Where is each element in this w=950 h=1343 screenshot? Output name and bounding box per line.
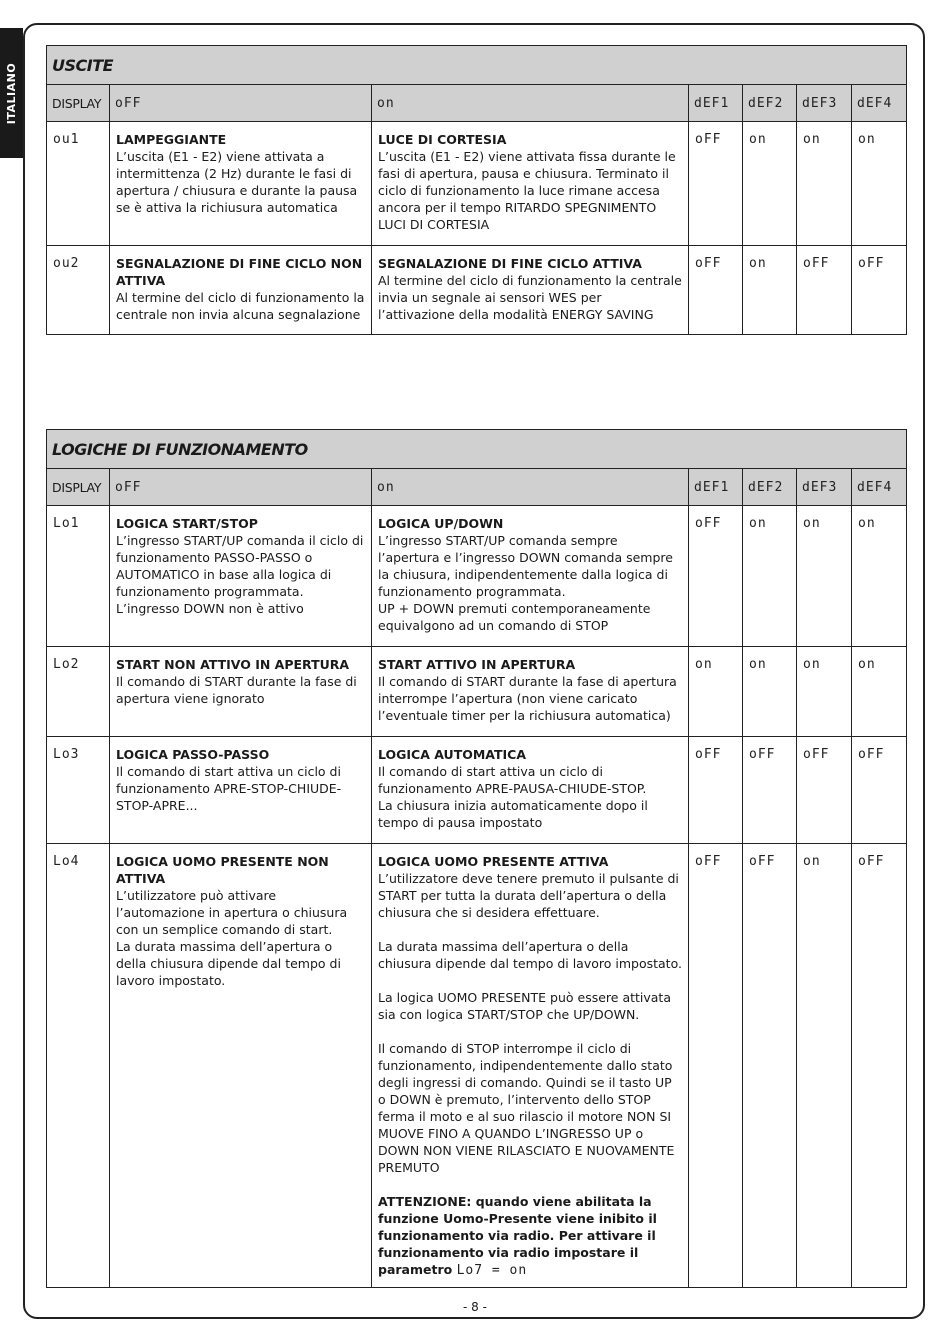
warning-note <box>378 1193 682 1279</box>
header-display: DISPLAY <box>47 85 110 122</box>
on-text-2: La durata massima dell’apertura o della chiusura dipende dal tempo di lavoro impostato. <box>378 939 682 971</box>
off-cell <box>110 246 372 335</box>
off-text: L’ingresso START/UP comanda il ciclo di funzionamento PASSO-PASSO o AUTOMATICO in base alla logica di funzionamento programmata. <box>116 533 364 599</box>
on-cell <box>372 246 689 335</box>
header-def4: dEF4 <box>852 85 907 122</box>
on-title: LOGICA AUTOMATICA <box>378 747 527 762</box>
on-cell <box>372 122 689 246</box>
logiche-table <box>46 429 907 1288</box>
header-on: on <box>372 469 689 506</box>
def2-value: on <box>743 506 797 647</box>
table-row <box>47 122 907 246</box>
off-cell <box>110 844 372 1288</box>
off-text: Il comando di START durante la fase di apertura viene ignorato <box>116 674 357 706</box>
def4-value: oFF <box>852 246 907 335</box>
def1-value: oFF <box>689 844 743 1288</box>
on-text: L’uscita (E1 - E2) viene attivata fissa durante le fasi di apertura, pausa e chiusura. Terminato il ciclo di funzionamento la luce rimane accesa ancora per il tempo RITARDO SPEGNIMENTO LUCI DI CORTESIA <box>378 149 676 232</box>
warning-note-text: ATTENZIONE: quando viene abilitata la funzione Uomo-Presente viene inibito il funzionamento via radio. Per attivare il funzionamento via radio impostare il parametro <box>378 1194 657 1277</box>
on-title: LOGICA UP/DOWN <box>378 516 504 531</box>
def1-value: oFF <box>689 122 743 246</box>
header-def2: dEF2 <box>743 85 797 122</box>
on-text: Il comando di start attiva un ciclo di funzionamento APRE-PAUSA-CHIUDE-STOP. <box>378 764 647 796</box>
off-text: L’utilizzatore può attivare l’automazione in apertura o chiusura con un semplice comando di start. <box>116 888 348 937</box>
off-title: LOGICA START/STOP <box>116 516 258 531</box>
def2-value: oFF <box>743 844 797 1288</box>
def3-value: on <box>797 647 852 737</box>
language-tab <box>0 28 23 158</box>
row-code: Lo3 <box>47 737 110 844</box>
header-display: DISPLAY <box>47 469 110 506</box>
off-title: LOGICA UOMO PRESENTE NON ATTIVA <box>116 854 329 886</box>
on-text: L’utilizzatore deve tenere premuto il pulsante di START per tutta la durata dell’apertura o della chiusura che si desidera effettuare. <box>378 871 679 920</box>
off-cell <box>110 647 372 737</box>
uscite-table <box>46 45 907 335</box>
on-cell <box>372 737 689 844</box>
on-text-2: La chiusura inizia automaticamente dopo il tempo di pausa impostato <box>378 798 648 830</box>
def2-value: oFF <box>743 737 797 844</box>
off-title: SEGNALAZIONE DI FINE CICLO NON ATTIVA <box>116 256 363 288</box>
logiche-header-row <box>47 469 907 506</box>
off-cell <box>110 737 372 844</box>
def3-value: on <box>797 844 852 1288</box>
header-def3: dEF3 <box>797 469 852 506</box>
row-code: Lo4 <box>47 844 110 1288</box>
def2-value: on <box>743 246 797 335</box>
on-cell <box>372 844 689 1288</box>
off-text-2: La durata massima dell’apertura o della chiusura dipende dal tempo di lavoro impostato. <box>116 939 341 988</box>
row-code: Lo2 <box>47 647 110 737</box>
def3-value: on <box>797 122 852 246</box>
off-text: Al termine del ciclo di funzionamento la centrale non invia alcuna segnalazione <box>116 290 365 322</box>
def1-value: oFF <box>689 737 743 844</box>
header-def1: dEF1 <box>689 469 743 506</box>
on-title: START ATTIVO IN APERTURA <box>378 657 576 672</box>
uscite-header-row <box>47 85 907 122</box>
off-cell <box>110 506 372 647</box>
on-title: LUCE DI CORTESIA <box>378 132 507 147</box>
row-code: ou1 <box>47 122 110 246</box>
header-def4: dEF4 <box>852 469 907 506</box>
off-text: L’uscita (E1 - E2) viene attivata a intermittenza (2 Hz) durante le fasi di apertura / chiusura e durante la pausa se è attiva la richiusura automatica <box>116 149 358 215</box>
page-number: - 8 - <box>463 1300 487 1314</box>
header-def3: dEF3 <box>797 85 852 122</box>
on-title: LOGICA UOMO PRESENTE ATTIVA <box>378 854 609 869</box>
on-cell <box>372 647 689 737</box>
on-text: Il comando di START durante la fase di apertura interrompe l’apertura (non viene caricato l’eventuale timer per la richiusura automatica) <box>378 674 677 723</box>
def4-value: on <box>852 647 907 737</box>
logiche-title: LOGICHE DI FUNZIONAMENTO <box>47 430 907 469</box>
row-code: ou2 <box>47 246 110 335</box>
off-title: START NON ATTIVO IN APERTURA <box>116 657 350 672</box>
warning-note-code: Lo7 = on <box>456 1263 528 1278</box>
table-row <box>47 647 907 737</box>
on-text-4: Il comando di STOP interrompe il ciclo di funzionamento, indipendentemente dallo stato degli ingressi di comando. Quindi se il tasto UP o DOWN è premuto, l’intervento dello STOP ferma il moto e al suo rilascio il motore NON SI MUOVE FINO A QUANDO L’INGRESSO UP o DOWN NON VIENE RILASCIATO E NUOVAMENTE PREMUTO <box>378 1041 675 1175</box>
off-text-2: L’ingresso DOWN non è attivo <box>116 601 304 616</box>
off-title: LAMPEGGIANTE <box>116 132 227 147</box>
def4-value: oFF <box>852 844 907 1288</box>
language-tab-label: ITALIANO <box>5 62 18 124</box>
table-row <box>47 737 907 844</box>
def3-value: on <box>797 506 852 647</box>
uscite-title-row <box>47 46 907 85</box>
logiche-title-row <box>47 430 907 469</box>
table-row <box>47 246 907 335</box>
def3-value: oFF <box>797 737 852 844</box>
off-cell <box>110 122 372 246</box>
header-off: oFF <box>110 469 372 506</box>
header-def2: dEF2 <box>743 469 797 506</box>
on-text-2: UP + DOWN premuti contemporaneamente equivalgono ad un comando di STOP <box>378 601 651 633</box>
on-title: SEGNALAZIONE DI FINE CICLO ATTIVA <box>378 256 642 271</box>
uscite-title: USCITE <box>47 46 907 85</box>
def4-value: oFF <box>852 737 907 844</box>
on-text: Al termine del ciclo di funzionamento la centrale invia un segnale ai sensori WES per l’attivazione della modalità ENERGY SAVING <box>378 273 682 322</box>
on-text: L’ingresso START/UP comanda sempre l’apertura e l’ingresso DOWN comanda sempre la chiusura, indipendentemente dalla logica di funzionamento programmata. <box>378 533 673 599</box>
def3-value: oFF <box>797 246 852 335</box>
off-title: LOGICA PASSO-PASSO <box>116 747 270 762</box>
header-def1: dEF1 <box>689 85 743 122</box>
def1-value: oFF <box>689 506 743 647</box>
def1-value: oFF <box>689 246 743 335</box>
def2-value: on <box>743 647 797 737</box>
def4-value: on <box>852 122 907 246</box>
def1-value: on <box>689 647 743 737</box>
off-text: Il comando di start attiva un ciclo di funzionamento APRE-STOP-CHIUDE-STOP-APRE... <box>116 764 342 813</box>
row-code: Lo1 <box>47 506 110 647</box>
def4-value: on <box>852 506 907 647</box>
header-on: on <box>372 85 689 122</box>
on-cell <box>372 506 689 647</box>
on-text-3: La logica UOMO PRESENTE può essere attivata sia con logica START/STOP che UP/DOWN. <box>378 990 671 1022</box>
table-row <box>47 506 907 647</box>
table-row <box>47 844 907 1288</box>
header-off: oFF <box>110 85 372 122</box>
def2-value: on <box>743 122 797 246</box>
